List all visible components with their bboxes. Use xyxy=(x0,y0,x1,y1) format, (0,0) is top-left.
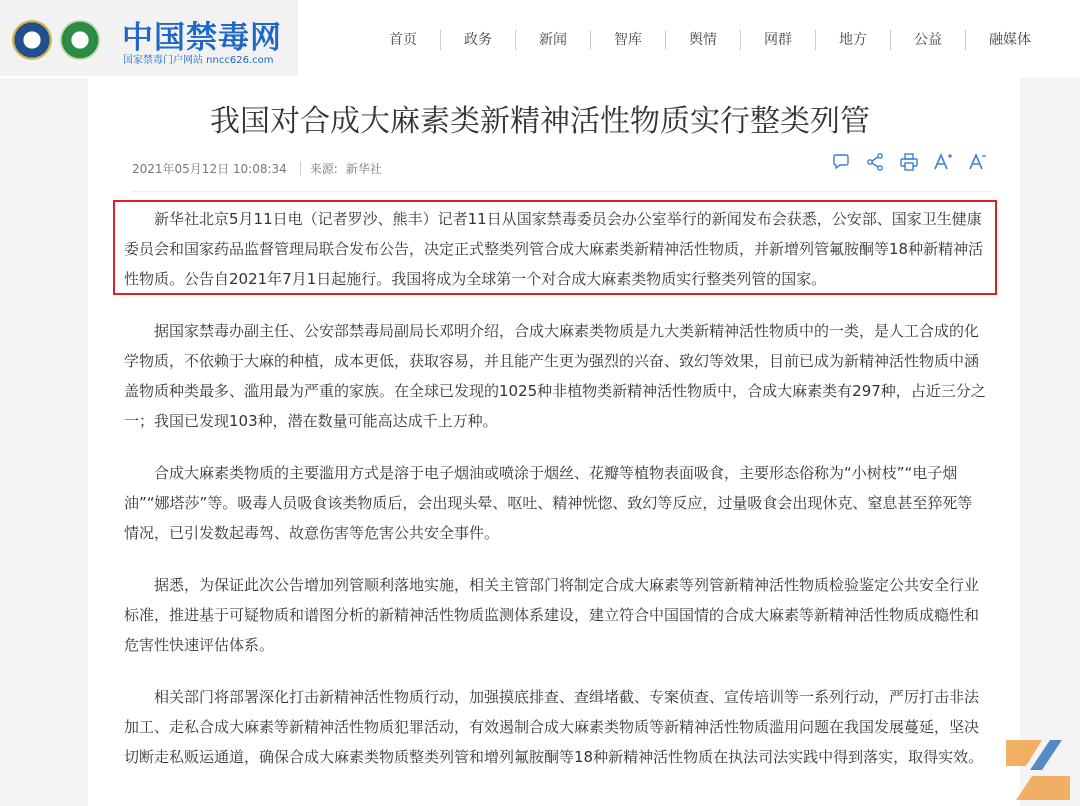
site-logo[interactable] xyxy=(0,0,298,76)
watermark-logo-icon xyxy=(1002,736,1074,804)
article-paragraph-5: 相关部门将部署深化打击新精神活性物质行动，加强摸底排查、查缉堵截、专案侦查、宣传培训等一系列行动，严厉打击非法加工、走私合成大麻素等新精神活性物质犯罪活动，有效遏制合成大麻素类物质等新精神活性物质滥用问题在我国发展蔓延，坚决切断走私贩运通道，确保合成大麻素类物质整类列管和增列氟胺酮等18种新精神活性物质在执法司法实践中得到落实，取得实效。 xyxy=(124,688,984,766)
source-name: 新华社 xyxy=(345,162,382,176)
site-subtitle: 国家禁毒门户网站 nncc626.com xyxy=(123,55,274,66)
nav-local[interactable]: 地方 xyxy=(815,30,890,50)
site-header xyxy=(0,0,1080,78)
source-label: 来源: xyxy=(309,162,338,176)
nav-news[interactable]: 新闻 xyxy=(515,30,590,50)
article-tools xyxy=(830,152,988,174)
nav-public-welfare[interactable]: 公益 xyxy=(890,30,965,50)
publish-datetime: 2021年05月12日 10:08:34 xyxy=(132,162,287,176)
font-increase-icon[interactable] xyxy=(932,152,954,174)
meta-divider xyxy=(300,162,301,176)
article-paragraph-3: 合成大麻素类物质的主要滥用方式是溶于电子烟油或喷涂于烟丝、花瓣等植物表面吸食，主要形态俗称为“小树枝”“电子烟油”“娜塔莎”等。吸毒人员吸食该类物质后，会出现头晕、呕吐、精神恍惚、致幻等反应，过量吸食会出现休克、窒息甚至猝死等情况，已引发数起毒驾、故意伤害等危害公共安全事件。 xyxy=(124,464,973,542)
comment-icon[interactable] xyxy=(830,152,852,174)
share-icon[interactable] xyxy=(864,152,886,174)
article-paragraph-2: 据国家禁毒办副主任、公安部禁毒局副局长邓明介绍，合成大麻素类物质是九大类新精神活性物质中的一类，是人工合成的化学物质，不依赖于大麻的种植，成本更低，获取容易，并且能产生更为强烈的兴奋、致幻等效果，目前已成为新精神活性物质中涵盖物质种类最多、滥用最为严重的家族。在全球已发现的1025种非植物类新精神活性物质中，合成大麻素类有297种，占近三分之一；我国已发现103种，潜在数量可能高达成千上万种。 xyxy=(124,322,986,430)
nav-public-opinion[interactable]: 舆情 xyxy=(665,30,740,50)
nav-think-tank[interactable]: 智库 xyxy=(590,30,665,50)
nav-network[interactable]: 网群 xyxy=(740,30,815,50)
main-nav xyxy=(366,30,1054,50)
font-decrease-icon[interactable] xyxy=(966,152,988,174)
article-title: 我国对合成大麻素类新精神活性物质实行整类列管 xyxy=(210,104,870,139)
nav-government[interactable]: 政务 xyxy=(440,30,515,50)
article-meta xyxy=(132,160,382,177)
nav-media[interactable]: 融媒体 xyxy=(965,30,1054,50)
nav-home[interactable]: 首页 xyxy=(389,32,417,48)
print-icon[interactable] xyxy=(898,152,920,174)
police-emblem-icon xyxy=(12,20,52,60)
article-paragraph-1: 新华社北京5月11日电（记者罗沙、熊丰）记者11日从国家禁毒委员会办公室举行的新闻发布会获悉，公安部、国家卫生健康委员会和国家药品监督管理局联合发布公告，决定正式整类列管合成大麻素类新精神活性物质，并新增列管氟胺酮等18种新精神活性物质。公告自2021年7月1日起施行。我国将成为全球第一个对合成大麻素类物质实行整类列管的国家。 xyxy=(124,210,984,288)
site-name: 中国禁毒网 xyxy=(122,20,282,56)
anti-drug-emblem-icon xyxy=(60,20,100,60)
meta-divider-line xyxy=(132,191,992,192)
article-paragraph-4: 据悉，为保证此次公告增加列管顺利落地实施，相关主管部门将制定合成大麻素等列管新精神活性物质检验鉴定公共安全行业标准，推进基于可疑物质和谱图分析的新精神活性物质监测体系建设，建立符合中国国情的合成大麻素等新精神活性物质成瘾性和危害性快速评估体系。 xyxy=(124,576,980,654)
